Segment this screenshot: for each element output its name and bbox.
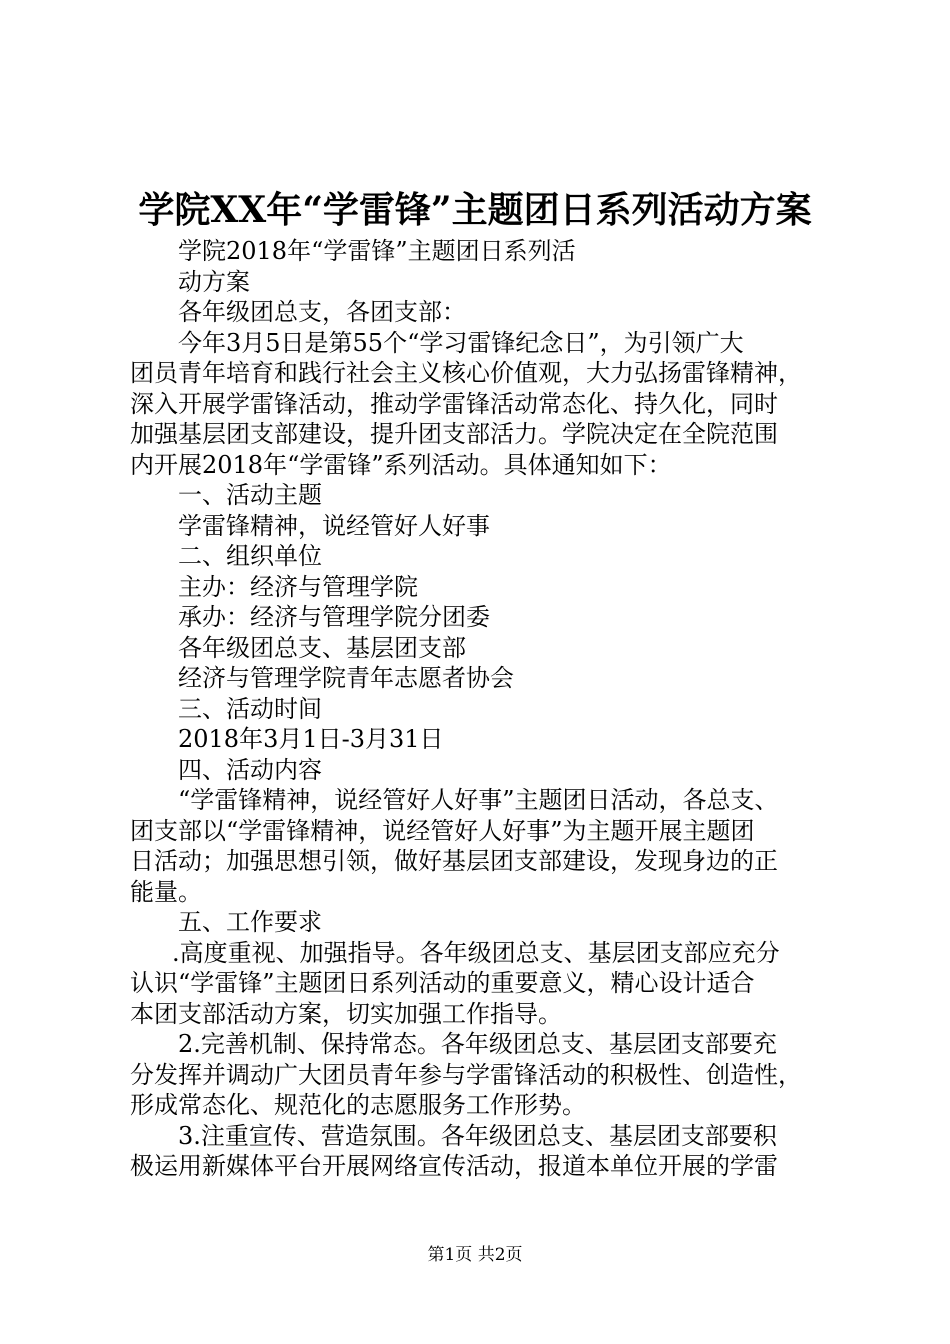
paragraph-line: “学雷锋精神，说经管好人好事”主题团日活动，各总支、 [178, 786, 779, 814]
subtitle-line-1: 学院2018年“学雷锋”主题团日系列活 [178, 237, 576, 265]
paragraph-line: 本团支部活动方案，切实加强工作指导。 [130, 999, 562, 1028]
document-title: 学院XX年“学雷锋”主题团日系列活动方案 [138, 189, 812, 231]
paragraph-line: 团支部以“学雷锋精神，说经管好人好事”为主题开展主题团 [130, 816, 755, 845]
paragraph-line: 各年级团总支、基层团支部 [178, 633, 466, 662]
paragraph-line: 团员青年培育和践行社会主义核心价值观，大力弘扬雷锋精神， [130, 359, 802, 387]
salutation: 各年级团总支，各团支部： [178, 298, 466, 326]
paragraph-line: 内开展2018年“学雷锋”系列活动。具体通知如下： [130, 450, 672, 479]
paragraph-line: 学雷锋精神，说经管好人好事 [178, 511, 490, 540]
section-heading: 四、活动内容 [178, 755, 322, 784]
page-footer: 第1页 共2页 [427, 1245, 523, 1265]
paragraph-line: 加强基层团支部建设，提升团支部活力。学院决定在全院范围 [130, 420, 778, 448]
subtitle-line-2: 动方案 [178, 267, 250, 296]
paragraph-line: .高度重视、加强指导。各年级团总支、基层团支部应充分 [172, 938, 780, 967]
paragraph-line: 日活动；加强思想引领，做好基层团支部建设，发现身边的正 [130, 847, 778, 875]
paragraph-line: 3.注重宣传、营造氛围。各年级团总支、基层团支部要积 [178, 1121, 777, 1150]
paragraph-line: 分发挥并调动广大团员青年参与学雷锋活动的积极性、创造性， [130, 1060, 802, 1089]
document-body [130, 236, 830, 1182]
section-heading: 三、活动时间 [178, 694, 322, 723]
paragraph-line: 2018年3月1日-3月31日 [178, 725, 444, 753]
paragraph-line: 今年3月5日是第55个“学习雷锋纪念日”，为引领广大 [178, 328, 744, 357]
paragraph-line: 主办：经济与管理学院 [178, 572, 418, 601]
paragraph-line: 形成常态化、规范化的志愿服务工作形势。 [130, 1091, 586, 1119]
section-heading: 二、组织单位 [178, 542, 322, 570]
paragraph-line: 认识“学雷锋”主题团日系列活动的重要意义，精心设计适合 [130, 969, 755, 997]
paragraph-line: 承办：经济与管理学院分团委 [178, 603, 490, 631]
paragraph-line: 经济与管理学院青年志愿者协会 [178, 664, 514, 692]
paragraph-line: 深入开展学雷锋活动，推动学雷锋活动常态化、持久化，同时 [130, 389, 778, 418]
paragraph-line: 极运用新媒体平台开展网络宣传活动，报道本单位开展的学雷 [130, 1152, 778, 1180]
section-heading: 一、活动主题 [178, 481, 322, 509]
paragraph-line: 2.完善机制、保持常态。各年级团总支、基层团支部要充 [178, 1030, 777, 1058]
paragraph-line: 能量。 [130, 877, 202, 906]
section-heading: 五、工作要求 [178, 908, 322, 936]
